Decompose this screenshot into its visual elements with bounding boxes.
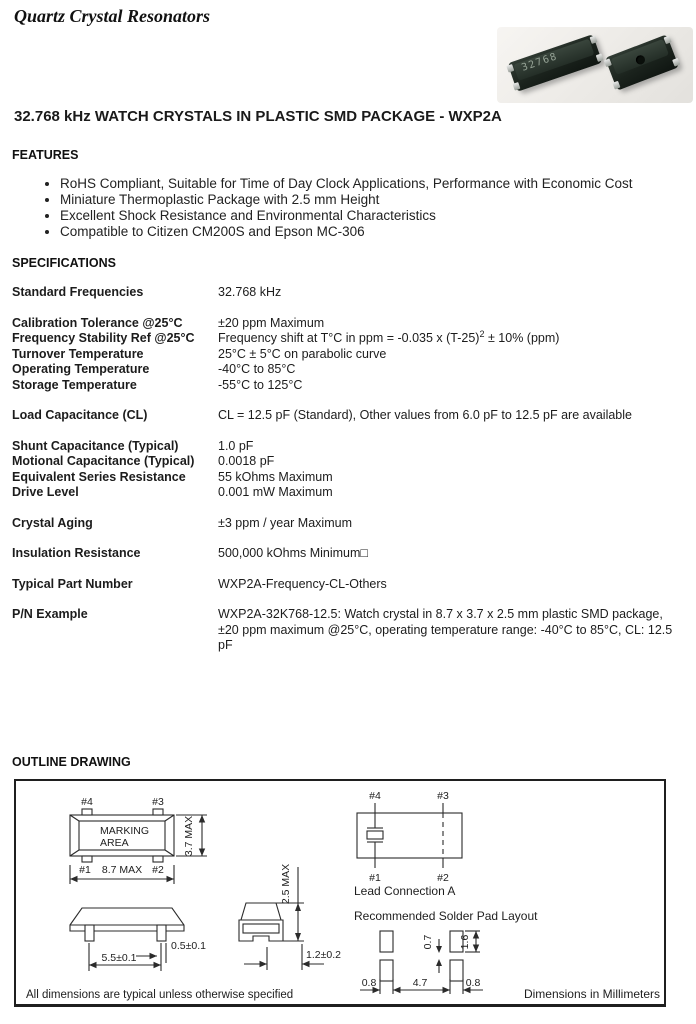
chip-marking-text: 32768 <box>520 51 560 74</box>
formula-superscript: 2 <box>479 328 485 339</box>
product-photo <box>497 27 693 103</box>
spec-row <box>12 439 688 455</box>
pn-example-line1: WXP2A-32K768-12.5: Watch crystal in 8.7 x 3.7 x 2.5 mm plastic SMD package, <box>218 607 663 621</box>
outline-drawing-box <box>14 779 666 1007</box>
spec-label: Crystal Aging <box>12 515 93 530</box>
end-view-drawing <box>239 864 341 970</box>
feature-item: • Excellent Shock Resistance and Environmental Characteristics <box>60 208 684 224</box>
spec-group <box>12 577 688 593</box>
spec-label: Shunt Capacitance (Typical) <box>12 438 179 453</box>
top-view-drawing <box>70 796 207 884</box>
lead-connection-caption: Lead Connection A <box>354 884 456 898</box>
spec-row <box>12 362 688 378</box>
spec-label: Equivalent Series Resistance <box>12 469 186 484</box>
dimensions-note-right: Dimensions in Millimeters <box>523 987 660 1001</box>
spec-group <box>12 607 688 654</box>
features-list <box>12 176 684 240</box>
formula-text: Frequency shift at T°C in ppm = -0.035 x (T-25) <box>218 331 480 345</box>
marking-area-label-line2: AREA <box>100 837 129 849</box>
spec-value: 0.001 mW Maximum <box>218 485 333 499</box>
outline-drawing-heading: OUTLINE DRAWING <box>12 755 131 769</box>
crystal-chip-photo-left <box>508 34 603 92</box>
top-view-width-dim: 8.7 MAX <box>101 864 143 876</box>
spec-label: Standard Frequencies <box>12 285 144 299</box>
spec-value: WXP2A-Frequency-CL-Others <box>218 576 387 591</box>
features-section <box>12 148 684 240</box>
spec-label: Operating Temperature <box>12 362 150 376</box>
lead-connection-pad3-label: #3 <box>437 790 449 802</box>
chip-solder-pad <box>590 35 598 44</box>
spec-label: Drive Level <box>12 485 79 499</box>
spec-value: ±20 ppm Maximum <box>218 315 325 330</box>
top-view-pad1-label: #1 <box>79 864 91 876</box>
spec-value: 500,000 kOhms Minimum□ <box>218 546 368 560</box>
spec-group <box>12 316 688 394</box>
spec-label: Calibration Tolerance @25°C <box>12 315 183 330</box>
solder-pad-layout-drawing <box>354 909 538 994</box>
specifications-heading: SPECIFICATIONS <box>12 256 116 270</box>
feature-item: • Miniature Thermoplastic Package with 2.5 mm Height <box>60 192 684 208</box>
spec-label: Load Capacitance (CL) <box>12 408 148 422</box>
top-view-pad3-label: #3 <box>152 796 164 808</box>
brand-header: Quartz Crystal Resonators <box>14 6 211 26</box>
spec-value <box>218 328 688 347</box>
spec-value: -55°C to 125°C <box>218 377 303 392</box>
solder-pad-height-dim: 1.6 <box>459 934 471 950</box>
spec-value: 25°C ± 5°C on parabolic curve <box>218 346 387 361</box>
page-title: 32.768 kHz WATCH CRYSTALS IN PLASTIC SMD PACKAGE - WXP2A <box>14 108 502 125</box>
features-heading: FEATURES <box>12 148 79 162</box>
spec-label: P/N Example <box>12 607 88 621</box>
pn-example-line2: ±20 ppm maximum @25°C, operating temperature range: -40°C to 85°C, CL: 12.5 pF <box>218 622 673 652</box>
spec-group <box>12 516 688 532</box>
spec-row <box>12 285 688 301</box>
spec-group <box>12 285 688 301</box>
spec-value: CL = 12.5 pF (Standard), Other values from 6.0 pF to 12.5 pF are available <box>218 408 632 422</box>
side-view-lead-width-dim: 0.5±0.1 <box>171 940 206 952</box>
side-view-lead-spacing-dim: 5.5±0.1 <box>101 952 137 964</box>
feature-item: • Compatible to Citizen CM200S and Epson MC-306 <box>60 224 684 240</box>
spec-value: ±3 ppm / year Maximum <box>218 515 352 530</box>
spec-value: 55 kOhms Maximum <box>218 469 333 484</box>
spec-value: 0.0018 pF <box>218 454 275 468</box>
chip-solder-pad <box>596 53 604 62</box>
chip-solder-pad <box>664 35 672 44</box>
chip-solder-pad <box>612 81 620 90</box>
spec-label: Insulation Resistance <box>12 546 141 560</box>
chip-solder-pad <box>513 82 521 91</box>
lead-connection-pad2-label: #2 <box>437 872 449 884</box>
outline-drawing-svg <box>16 781 664 1004</box>
spec-label: Storage Temperature <box>12 377 137 392</box>
spec-label: Turnover Temperature <box>12 346 144 361</box>
lead-connection-drawing <box>354 790 462 898</box>
dimensions-note-left: All dimensions are typical unless otherwise specified <box>26 989 294 1001</box>
side-view-drawing <box>70 908 206 971</box>
top-view-pad4-label: #4 <box>81 796 93 808</box>
lead-connection-pad1-label: #1 <box>369 872 381 884</box>
spec-row <box>12 485 688 501</box>
spec-value: -40°C to 85°C <box>218 362 296 376</box>
spec-row <box>12 607 688 654</box>
crystal-chip-photo-right <box>605 34 679 90</box>
feature-item: • RoHS Compliant, Suitable for Time of Day Clock Applications, Performance with Economic Cost <box>60 176 684 192</box>
spec-value: 32.768 kHz <box>218 285 282 299</box>
solder-pad-caption: Recommended Solder Pad Layout <box>354 909 538 923</box>
spec-row <box>12 546 688 562</box>
chip-solder-pad <box>672 58 680 67</box>
spec-row <box>12 328 688 347</box>
spec-row <box>12 378 688 394</box>
top-view-pad2-label: #2 <box>152 864 164 876</box>
spec-row <box>12 408 688 424</box>
spec-group <box>12 439 688 501</box>
spec-row <box>12 347 688 363</box>
lead-connection-pad4-label: #4 <box>369 790 381 802</box>
specifications-section <box>12 256 688 669</box>
formula-text: ± 10% (ppm) <box>484 331 560 345</box>
spec-label: Motional Capacitance (Typical) <box>12 454 195 468</box>
spec-label: Frequency Stability Ref @25°C <box>12 331 195 345</box>
marking-area-label-line1: MARKING <box>100 825 150 837</box>
spec-group <box>12 408 688 424</box>
solder-pad-gap-h-dim: 4.7 <box>412 977 428 989</box>
spec-value <box>218 607 688 654</box>
top-view-height-dim: 3.7 MAX <box>183 815 195 857</box>
spec-row <box>12 454 688 470</box>
spec-row <box>12 316 688 332</box>
end-view-width-dim: 1.2±0.2 <box>306 949 341 961</box>
solder-pad-gap-v-dim: 0.7 <box>422 934 434 950</box>
spec-label: Typical Part Number <box>12 576 133 591</box>
end-view-height-dim: 2.5 MAX <box>280 863 292 905</box>
spec-row <box>12 516 688 532</box>
spec-group <box>12 546 688 562</box>
solder-pad-width-left-dim: 0.8 <box>361 977 377 989</box>
spec-value: 1.0 pF <box>218 438 254 453</box>
solder-pad-width-right-dim: 0.8 <box>465 977 481 989</box>
spec-row <box>12 470 688 486</box>
spec-row <box>12 577 688 593</box>
